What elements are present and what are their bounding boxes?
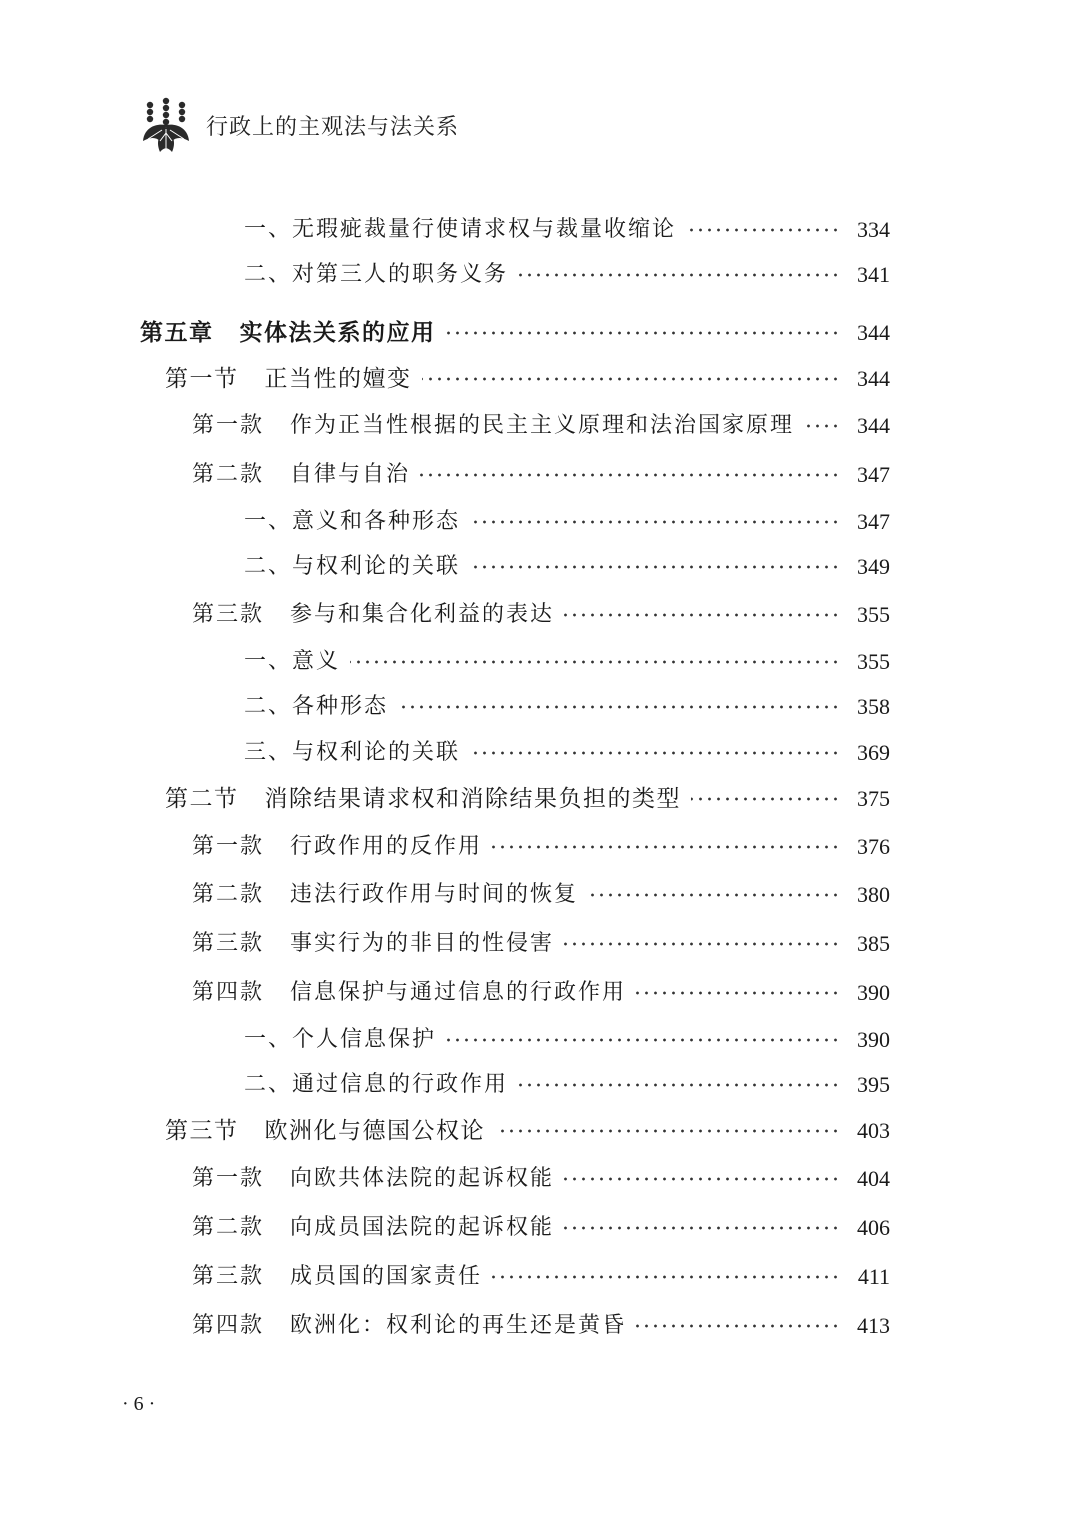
toc-entry-number: 一、 — [244, 649, 293, 674]
toc-entry-title: 作为正当性根据的民主主义原理和法治国家原理 — [290, 413, 795, 438]
toc-entry-title: 意义和各种形态 — [292, 509, 461, 534]
toc-entry-page: 403 — [857, 1118, 890, 1143]
toc-entry-title: 参与和集合化利益的表达 — [290, 602, 555, 627]
toc-entry-title: 欧洲化与德国公权论 — [264, 1118, 485, 1144]
toc-entry-label — [192, 976, 626, 1010]
toc-entry-label — [192, 878, 578, 912]
toc-entry-clause — [0, 1260, 1080, 1294]
toc-entry-title: 自律与自治 — [290, 462, 411, 487]
leader-dots — [564, 1211, 840, 1245]
toc-entry-label — [192, 830, 482, 864]
leader-dots — [398, 690, 840, 724]
toc-entry-label — [192, 458, 410, 492]
page-number: · 6 · — [122, 1393, 156, 1415]
toc-entry-title: 与权利论的关联 — [292, 554, 461, 579]
toc-entry-number: 一、 — [244, 509, 293, 534]
toc-entry-number: 三、 — [244, 740, 293, 765]
toc-entry-title: 违法行政作用与时间的恢复 — [290, 882, 579, 907]
toc-entry-label — [192, 1211, 554, 1245]
toc-entry-label — [244, 550, 460, 584]
leader-dots — [422, 362, 840, 396]
toc-entry-number: 第三款 — [192, 602, 265, 627]
toc-entry-number: 二、 — [244, 262, 293, 287]
toc-entry-label — [165, 362, 412, 396]
leader-dots — [564, 927, 840, 961]
toc-entry-label — [192, 598, 554, 632]
toc-entry-item — [0, 550, 1080, 584]
toc-entry-page: 344 — [857, 320, 890, 345]
toc-entry-page: 411 — [857, 1264, 890, 1289]
toc-entry-number: 第二款 — [192, 462, 265, 487]
toc-entry-number: 一、 — [244, 217, 293, 242]
toc-entry-label — [192, 1309, 626, 1343]
toc-entry-clause — [0, 409, 1080, 443]
toc-entry-page: 347 — [857, 462, 890, 487]
leader-dots — [564, 598, 840, 632]
toc-entry-item — [0, 258, 1080, 292]
toc-entry-number: 第二节 — [165, 786, 239, 812]
toc-entry-title: 个人信息保护 — [292, 1027, 437, 1052]
toc-entry-label — [244, 690, 388, 724]
toc-entry-label — [244, 1068, 508, 1102]
toc-entry-item — [0, 1023, 1080, 1057]
toc-entry-number: 二、 — [244, 694, 293, 719]
toc-entry-label — [244, 505, 460, 539]
toc-entry-page: 385 — [857, 931, 890, 956]
toc-entry-label — [244, 213, 676, 247]
toc-entry-page: 347 — [857, 509, 890, 534]
leader-dots — [420, 458, 840, 492]
toc-entry-page: 404 — [857, 1166, 890, 1191]
toc-entry-title: 向欧共体法院的起诉权能 — [290, 1166, 555, 1191]
leader-dots — [636, 1309, 840, 1343]
toc-entry-page: 358 — [857, 694, 890, 719]
toc-entry-section — [0, 362, 1080, 396]
running-header-title: 行政上的主观法与法关系 — [206, 114, 460, 140]
toc-entry-item — [0, 690, 1080, 724]
toc-entry-title: 意义 — [292, 649, 341, 674]
toc-entry-clause — [0, 458, 1080, 492]
toc-entry-title: 行政作用的反作用 — [290, 834, 483, 859]
toc-entry-page: 344 — [857, 366, 890, 391]
toc-entry-number: 二、 — [244, 554, 293, 579]
toc-entry-item — [0, 505, 1080, 539]
toc-entry-label — [192, 1162, 554, 1196]
toc-entry-number: 第二款 — [192, 882, 265, 907]
toc-entry-page: 406 — [857, 1215, 890, 1240]
toc-entry-title: 事实行为的非目的性侵害 — [290, 931, 555, 956]
toc-entry-page: 334 — [857, 217, 890, 242]
toc-entry-clause — [0, 927, 1080, 961]
toc-entry-title: 向成员国法院的起诉权能 — [290, 1215, 555, 1240]
toc-entry-page: 390 — [857, 980, 890, 1005]
toc-entry-title: 成员国的国家责任 — [290, 1264, 483, 1289]
toc-entry-title: 信息保护与通过信息的行政作用 — [290, 980, 627, 1005]
toc-entry-page: 376 — [857, 834, 890, 859]
leader-dots — [492, 1260, 840, 1294]
toc-entry-title: 通过信息的行政作用 — [292, 1072, 509, 1097]
leader-dots — [686, 213, 840, 247]
toc-entry-label — [140, 316, 436, 350]
toc-entry-page: 355 — [857, 602, 890, 627]
leader-dots — [446, 316, 840, 350]
leader-dots — [691, 782, 840, 816]
toc-entry-title: 与权利论的关联 — [292, 740, 461, 765]
leader-dots — [588, 878, 840, 912]
toc-entry-item — [0, 1068, 1080, 1102]
toc-entry-clause — [0, 830, 1080, 864]
toc-entry-label — [192, 409, 794, 443]
toc-entry-clause — [0, 1211, 1080, 1245]
leader-dots — [470, 736, 840, 770]
toc-entry-number: 第五章 — [140, 319, 214, 346]
toc-entry-number: 第四款 — [192, 1313, 265, 1338]
toc-entry-title: 无瑕疵裁量行使请求权与裁量收缩论 — [292, 217, 677, 242]
toc-entry-clause — [0, 1162, 1080, 1196]
toc-entry-number: 第四款 — [192, 980, 265, 1005]
toc-entry-title: 正当性的嬗变 — [264, 366, 412, 392]
leader-dots — [564, 1162, 840, 1196]
toc-entry-clause — [0, 598, 1080, 632]
leader-dots — [446, 1023, 840, 1057]
leader-dots — [518, 258, 840, 292]
toc-entry-page: 355 — [857, 649, 890, 674]
toc-entry-page: 349 — [857, 554, 890, 579]
toc-entry-chapter — [0, 316, 1080, 350]
toc-entry-page: 375 — [857, 786, 890, 811]
toc-entry-number: 第三款 — [192, 931, 265, 956]
leader-dots — [495, 1114, 840, 1148]
toc-entry-page: 395 — [857, 1072, 890, 1097]
toc-entry-number: 第一节 — [165, 366, 239, 392]
toc-entry-label — [244, 736, 460, 770]
toc-entry-number: 一、 — [244, 1027, 293, 1052]
toc-entry-number: 第二款 — [192, 1215, 265, 1240]
toc-entry-section — [0, 782, 1080, 816]
toc-entry-number: 第一款 — [192, 834, 265, 859]
toc-entry-item — [0, 736, 1080, 770]
toc-entry-page: 344 — [857, 413, 890, 438]
toc-entry-label — [244, 645, 340, 679]
toc-entry-page: 413 — [857, 1313, 890, 1338]
toc-entry-item — [0, 213, 1080, 247]
leader-dots — [470, 505, 840, 539]
toc-entry-number: 第一款 — [192, 413, 265, 438]
toc-entry-number: 二、 — [244, 1072, 293, 1097]
toc-entry-title: 对第三人的职务义务 — [292, 262, 509, 287]
toc-entry-label — [244, 1023, 436, 1057]
leader-dots — [636, 976, 840, 1010]
toc-entry-label — [244, 258, 508, 292]
toc-entry-clause — [0, 976, 1080, 1010]
toc-entry-label — [165, 1114, 485, 1148]
toc-entry-page: 380 — [857, 882, 890, 907]
toc-entry-number: 第一款 — [192, 1166, 265, 1191]
toc-entry-title: 欧洲化：权利论的再生还是黄昏 — [290, 1313, 627, 1338]
toc-entry-page: 369 — [857, 740, 890, 765]
toc-entry-clause — [0, 1309, 1080, 1343]
toc-entry-page: 390 — [857, 1027, 890, 1052]
toc-entry-title: 消除结果请求权和消除结果负担的类型 — [264, 786, 681, 812]
toc-entry-page: 341 — [857, 262, 890, 287]
leader-dots — [492, 830, 840, 864]
leader-dots — [470, 550, 840, 584]
toc-entry-section — [0, 1114, 1080, 1148]
toc-entry-label — [192, 1260, 482, 1294]
toc-entry-item — [0, 645, 1080, 679]
leader-dots — [350, 645, 840, 679]
toc-entry-number: 第三节 — [165, 1118, 239, 1144]
toc-entry-title: 各种形态 — [292, 694, 389, 719]
toc-entry-number: 第三款 — [192, 1264, 265, 1289]
leader-dots — [804, 409, 840, 443]
toc-entry-title: 实体法关系的应用 — [239, 319, 436, 346]
toc-entry-label — [192, 927, 554, 961]
leader-dots — [518, 1068, 840, 1102]
toc-entry-clause — [0, 878, 1080, 912]
toc-entry-label — [165, 782, 681, 816]
